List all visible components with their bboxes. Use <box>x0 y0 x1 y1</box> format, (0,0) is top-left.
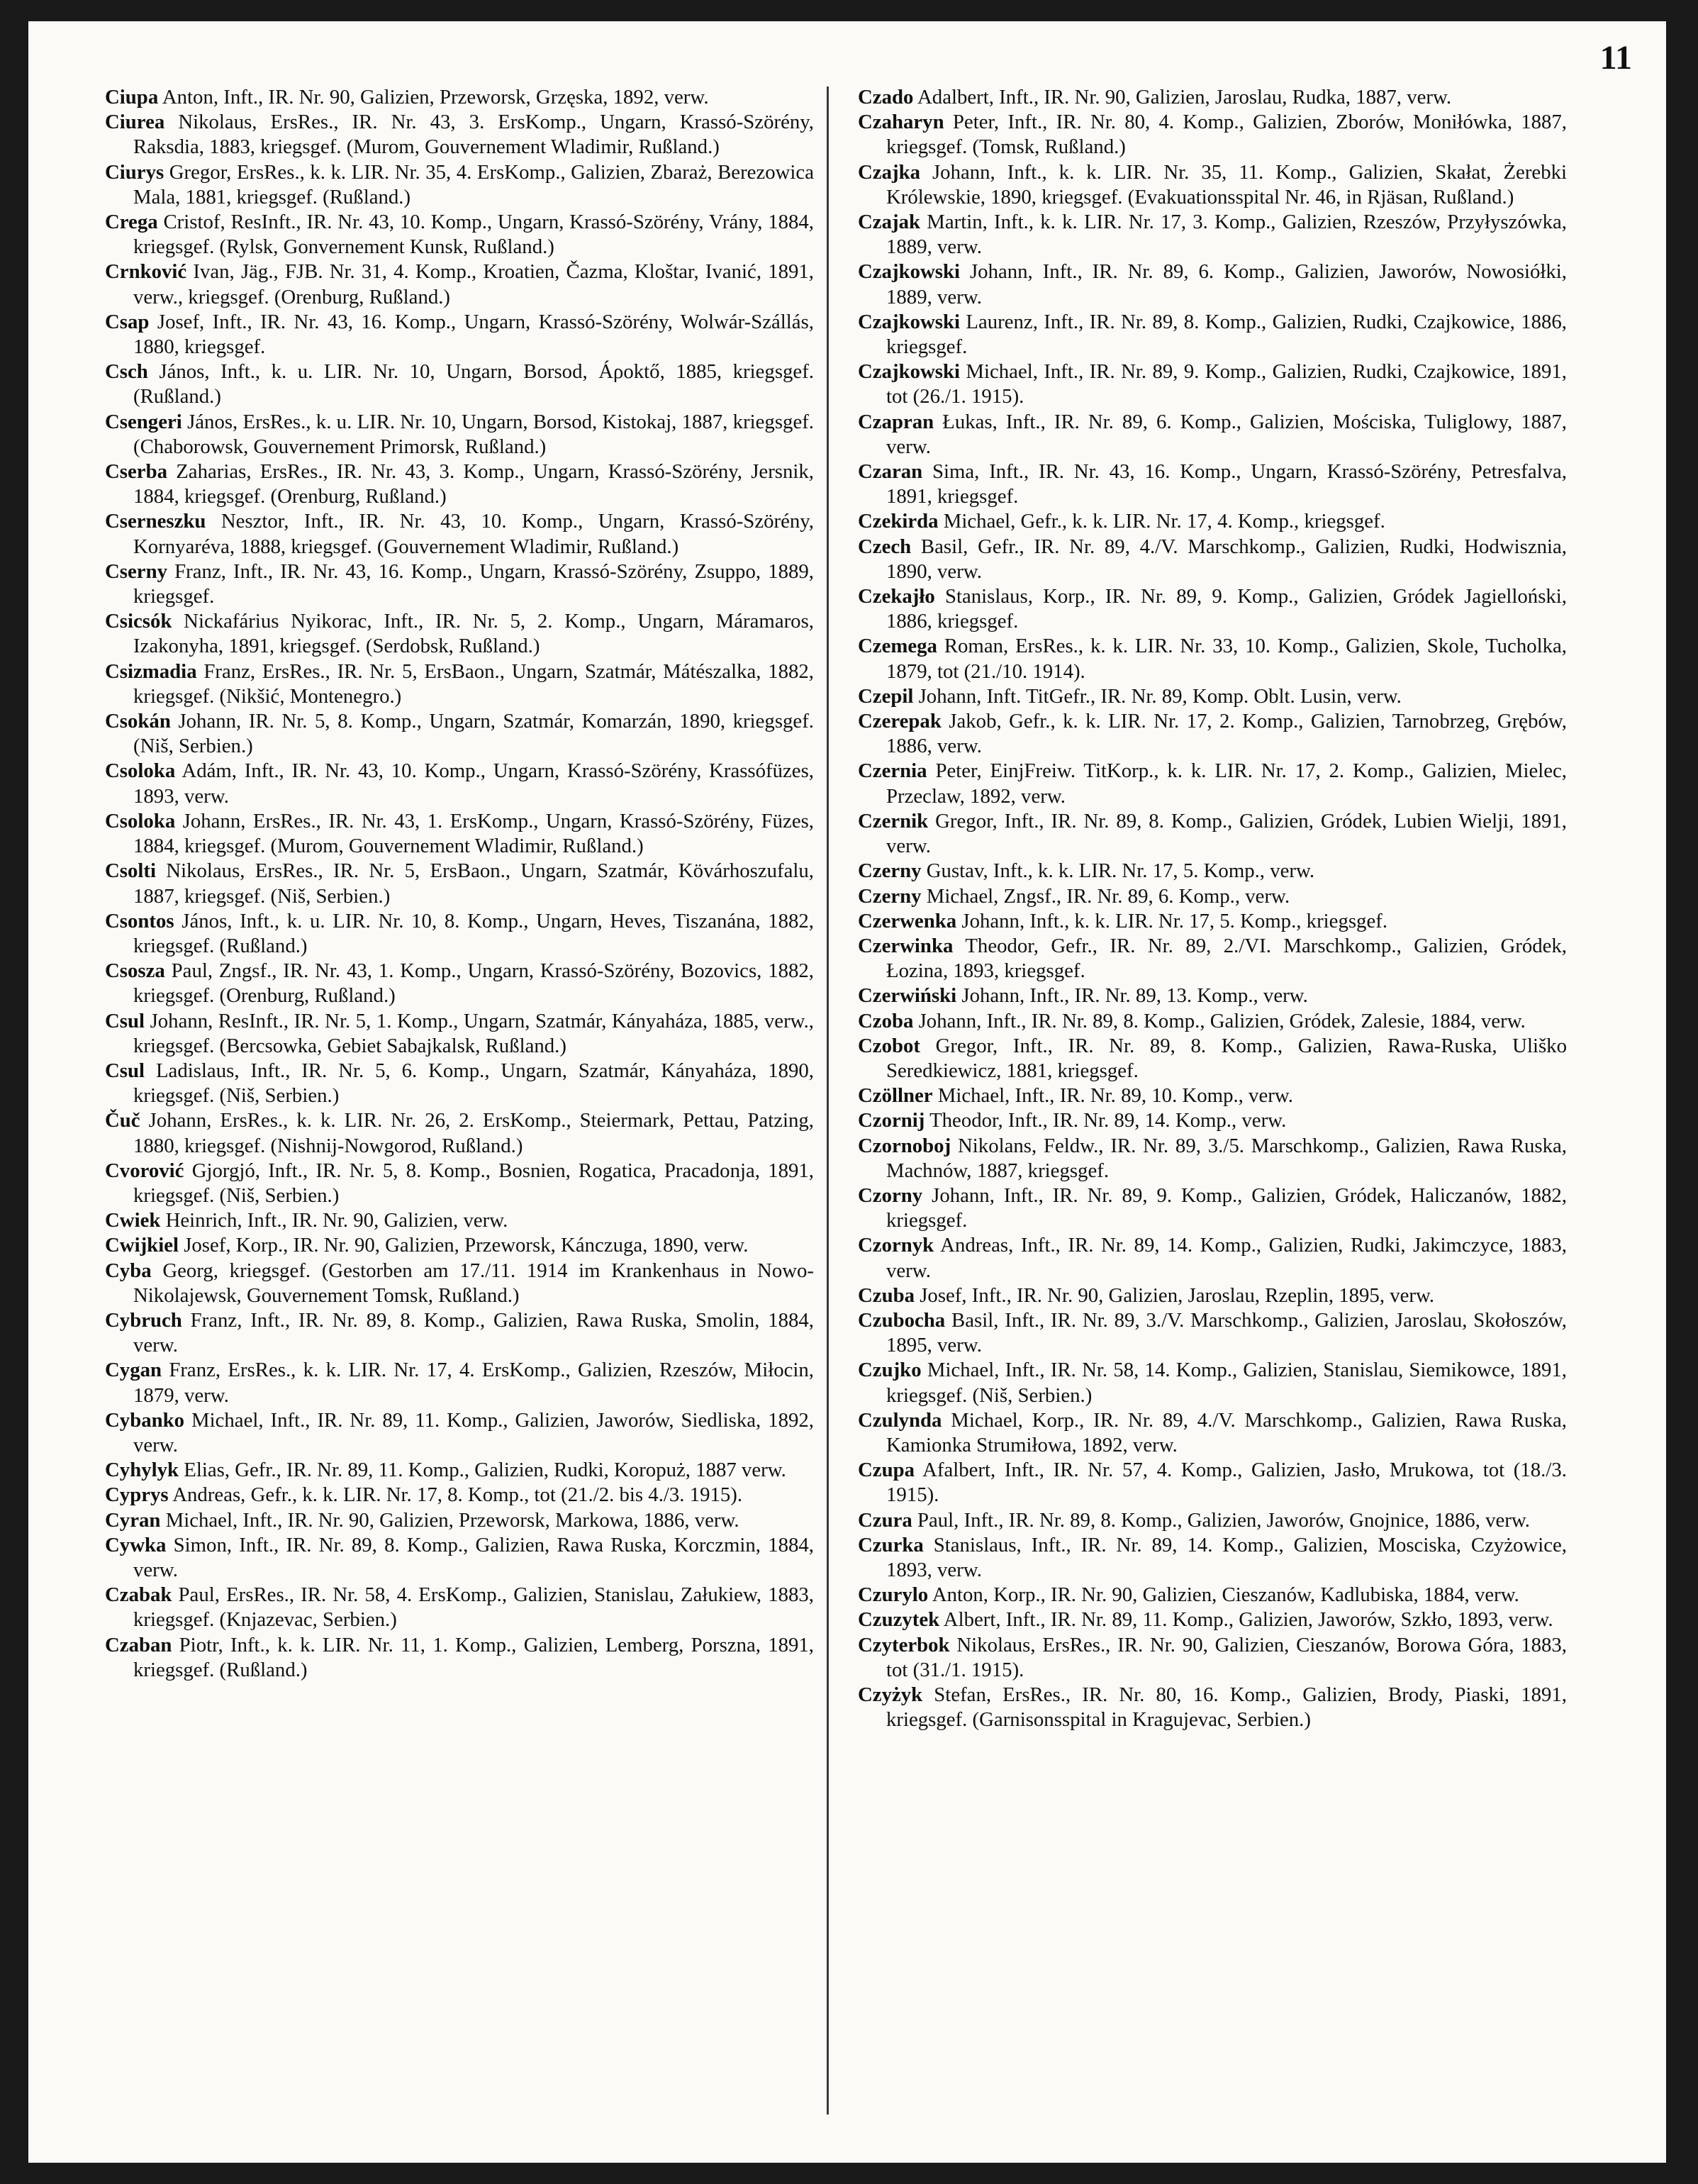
entry-surname: Czornyk <box>858 1234 934 1257</box>
entry-surname: Czulynda <box>858 1408 942 1432</box>
entry-details: Stanislaus, Korp., IR. Nr. 89, 9. Komp., Galizien, Gródek Jagielloński, 1886, kriegsgef. <box>886 585 1567 633</box>
entry-details: Gregor, Inft., IR. Nr. 89, 8. Komp., Galizien, Rawa-Ruska, Uliško Seredkiewicz, 1881, kriegsgef. <box>886 1034 1567 1082</box>
entry-surname: Cserneszku <box>105 510 206 533</box>
entry-surname: Cserba <box>105 460 167 484</box>
entry-details: Nikolaus, ErsRes., IR. Nr. 90, Galizien, Cieszanów, Borowa Góra, 1883, tot (31./1. 1915). <box>886 1633 1568 1681</box>
entry-details: Johann, Inft., IR. Nr. 89, 6. Komp., Galizien, Jaworów, Nowosiółki, 1889, verw. <box>886 260 1567 308</box>
entry-details: Stanislaus, Inft., IR. Nr. 89, 14. Komp., Galizien, Mosciska, Czyżowice, 1893, verw. <box>886 1533 1567 1581</box>
entry-surname: Czabak <box>105 1583 172 1607</box>
entry-details: Johann, IR. Nr. 5, 8. Komp., Ungarn, Szatmár, Komarzán, 1890, kriegsgef. (Niš, Serbien.) <box>133 710 815 758</box>
entry-details: Ladislaus, Inft., IR. Nr. 5, 6. Komp., Ungarn, Szatmár, Kányaháza, 1890, kriegsgef. (Niš, Serbien.) <box>133 1059 814 1108</box>
entry-details: Michael, Zngsf., IR. Nr. 89, 6. Komp., verw. <box>926 884 1290 908</box>
list-entry <box>858 1283 1567 1308</box>
list-entry <box>858 160 1567 210</box>
list-entry <box>105 1533 814 1583</box>
entry-surname: Czekajło <box>858 585 935 608</box>
entry-details: Theodor, Inft., IR. Nr. 89, 14. Komp., verw. <box>929 1109 1287 1132</box>
list-entry <box>105 509 814 559</box>
entry-surname: Czernia <box>858 759 927 783</box>
list-entry <box>858 684 1567 709</box>
entry-details: Peter, EinjFreiw. TitKorp., k. k. LIR. Nr. 17, 2. Komp., Galizien, Mielec, Przeclaw, 1892, verw. <box>886 759 1568 808</box>
entry-details: Michael, Inft., IR. Nr. 90, Galizien, Przeworsk, Markowa, 1886, verw. <box>165 1508 739 1532</box>
list-entry <box>858 1633 1567 1683</box>
entry-surname: Czornoboj <box>858 1134 951 1157</box>
entry-surname: Cyprys <box>105 1483 169 1507</box>
entry-surname: Csoloka <box>105 759 176 783</box>
entry-details: Afalbert, Inft., IR. Nr. 57, 4. Komp., Galizien, Jasło, Mrukowa, tot (18./3. 1915). <box>886 1459 1567 1507</box>
entry-surname: Czepil <box>858 684 914 708</box>
entry-surname: Czaran <box>858 460 923 484</box>
list-entry <box>105 1259 814 1308</box>
entry-surname: Czubocha <box>858 1308 946 1332</box>
entry-surname: Czurka <box>858 1533 924 1556</box>
list-entry <box>858 410 1567 459</box>
entry-surname: Czobot <box>858 1034 920 1057</box>
entry-surname: Czado <box>858 86 914 108</box>
list-entry <box>105 1633 814 1683</box>
entry-details: Franz, Inft., IR. Nr. 89, 8. Komp., Galizien, Rawa Ruska, Smolin, 1884, verw. <box>133 1308 814 1357</box>
entry-surname: Czoba <box>858 1009 914 1032</box>
entry-surname: Čuč <box>105 1109 140 1132</box>
entry-details: Johann, Inft., IR. Nr. 89, 9. Komp., Galizien, Gródek, Haliczanów, 1882, kriegsgef. <box>886 1183 1568 1232</box>
entry-details: Stefan, ErsRes., IR. Nr. 80, 16. Komp., Galizien, Brody, Piaski, 1891, kriegsgef. (Garnisonsspital in Kragujevac, Serbien.) <box>886 1683 1568 1732</box>
list-entry <box>858 934 1567 984</box>
entry-surname: Czyżyk <box>858 1683 923 1706</box>
list-entry <box>105 1308 814 1358</box>
list-entry <box>105 260 814 309</box>
entry-surname: Czorny <box>858 1183 923 1207</box>
entry-surname: Csch <box>105 360 148 384</box>
entry-details: Basil, Gefr., IR. Nr. 89, 4./V. Marschkomp., Galizien, Rudki, Hodwisznia, 1890, verw. <box>886 535 1567 583</box>
list-entry <box>858 1583 1567 1608</box>
entry-details: Paul, ErsRes., IR. Nr. 58, 4. ErsKomp., Galizien, Stanislau, Załukiew, 1883, kriegsgef. (Knjazevac, Serbien.) <box>133 1583 815 1632</box>
list-entry <box>105 909 814 959</box>
list-entry <box>105 410 814 459</box>
entry-details: Zaharias, ErsRes., IR. Nr. 43, 3. Komp., Ungarn, Krassó-Szörény, Jersnik, 1884, kriegsgef. (Orenburg, Rußland.) <box>133 460 814 508</box>
page-number: 11 <box>1599 39 1632 77</box>
entry-details: Roman, ErsRes., k. k. LIR. Nr. 33, 10. Komp., Galizien, Skole, Tucholka, 1879, tot (21./10. 1914). <box>886 635 1567 683</box>
entry-details: Michael, Inft., IR. Nr. 89, 9. Komp., Galizien, Rudki, Czajkowice, 1891, tot (26./1. 1915). <box>886 360 1567 408</box>
entry-surname: Czapran <box>858 410 934 433</box>
entry-surname: Czajkowski <box>858 260 960 284</box>
entry-details: Basil, Inft., IR. Nr. 89, 3./V. Marschkomp., Galizien, Jaroslau, Skołoszów, 1895, verw. <box>886 1308 1568 1357</box>
right-column <box>858 85 1567 1732</box>
list-entry <box>858 1358 1567 1408</box>
entry-details: Georg, kriegsgef. (Gestorben am 17./11. 1914 im Krankenhaus in Nowo-Nikolajewsk, Gouvernement Tomsk, Rußland.) <box>133 1259 814 1307</box>
list-entry <box>858 1233 1567 1283</box>
list-entry <box>858 809 1567 859</box>
entry-surname: Czyterbok <box>858 1633 950 1656</box>
list-entry <box>858 1533 1567 1583</box>
entry-surname: Czuzytek <box>858 1608 940 1632</box>
list-entry <box>105 1208 814 1233</box>
entry-details: Michael, Inft., IR. Nr. 89, 11. Komp., Galizien, Jaworów, Siedliska, 1892, verw. <box>133 1408 815 1456</box>
list-entry <box>858 1134 1567 1183</box>
list-entry <box>858 360 1567 409</box>
entry-surname: Cygan <box>105 1359 162 1382</box>
entry-details: Albert, Inft., IR. Nr. 89, 11. Komp., Galizien, Jaworów, Szkło, 1893, verw. <box>943 1608 1553 1632</box>
list-entry <box>858 509 1567 534</box>
entry-surname: Cybruch <box>105 1308 182 1332</box>
entry-surname: Cywka <box>105 1533 167 1556</box>
entry-details: János, Inft., k. u. LIR. Nr. 10, 8. Komp., Ungarn, Heves, Tiszanána, 1882, kriegsgef. (Rußland.) <box>133 909 814 957</box>
list-entry <box>858 984 1567 1008</box>
entry-surname: Czajak <box>858 211 920 234</box>
list-entry <box>105 1059 814 1108</box>
list-entry <box>105 1108 814 1158</box>
list-entry <box>105 859 814 908</box>
entry-details: János, ErsRes., k. u. LIR. Nr. 10, Ungarn, Borsod, Kistokaj, 1887, kriegsgef. (Chaborowsk, Gouvernement Primorsk, Rußland.) <box>133 410 815 458</box>
entry-details: Johann, ErsRes., IR. Nr. 43, 1. ErsKomp., Ungarn, Krassó-Szörény, Füzes, 1884, kriegsgef. (Murom, Gouvernement Wladimir, Rußland.) <box>133 809 815 858</box>
list-entry <box>858 1408 1567 1458</box>
entry-details: Gjorgjó, Inft., IR. Nr. 5, 8. Komp., Bosnien, Rogatica, Pracadonja, 1891, kriegsgef. (Niš, Serbien.) <box>133 1159 814 1207</box>
entry-surname: Csul <box>105 1059 145 1082</box>
list-entry <box>858 1683 1567 1732</box>
entry-surname: Ciupa <box>105 86 159 108</box>
column-divider <box>827 87 829 2115</box>
entry-details: Peter, Inft., IR. Nr. 80, 4. Komp., Galizien, Zborów, Moniłówka, 1887, kriegsgef. (Tomsk, Rußland.) <box>886 111 1567 159</box>
list-entry <box>105 659 814 709</box>
entry-details: Johann, Inft., k. k. LIR. Nr. 17, 5. Komp., kriegsgef. <box>961 909 1388 932</box>
list-entry <box>858 1034 1567 1083</box>
entry-surname: Csicsók <box>105 610 172 633</box>
entry-surname: Crega <box>105 211 158 234</box>
entry-surname: Cwijkiel <box>105 1234 179 1257</box>
entry-details: Adalbert, Inft., IR. Nr. 90, Galizien, Jaroslau, Rudka, 1887, verw. <box>917 86 1452 108</box>
entry-details: Michael, Inft., IR. Nr. 89, 10. Komp., verw. <box>937 1084 1293 1108</box>
entry-details: Johann, ErsRes., k. k. LIR. Nr. 26, 2. ErsKomp., Steiermark, Pettau, Patzing, 1880, kriegsgef. (Nishnij-Nowgorod, Rußland.) <box>133 1109 814 1157</box>
list-entry <box>105 360 814 409</box>
entry-details: Michael, Gefr., k. k. LIR. Nr. 17, 4. Komp., kriegsgef. <box>943 510 1385 533</box>
entry-details: Nesztor, Inft., IR. Nr. 43, 10. Komp., Ungarn, Krassó-Szörény, Kornyaréva, 1888, kriegsgef. (Gouvernement Wladimir, Rußland.) <box>133 510 815 558</box>
entry-details: Martin, Inft., k. k. LIR. Nr. 17, 3. Komp., Galizien, Rzeszów, Przyłyszówka, 1889, verw. <box>886 211 1567 259</box>
list-entry <box>105 709 814 759</box>
entry-surname: Cyhylyk <box>105 1459 179 1482</box>
entry-surname: Czajkowski <box>858 310 960 333</box>
entry-details: Franz, ErsRes., IR. Nr. 5, ErsBaon., Ungarn, Szatmár, Mátészalka, 1882, kriegsgef. (Nikšić, Montenegro.) <box>133 659 814 708</box>
entry-surname: Czerny <box>858 884 922 908</box>
list-entry <box>858 634 1567 684</box>
entry-details: Cristof, ResInft., IR. Nr. 43, 10. Komp., Ungarn, Krassó-Szörény, Vrány, 1884, kriegsgef. (Rylsk, Gonvernement Kunsk, Rußland.) <box>133 211 815 259</box>
entry-surname: Ciurea <box>105 111 165 134</box>
list-entry <box>105 160 814 210</box>
list-entry <box>105 559 814 609</box>
list-entry <box>105 110 814 160</box>
entry-surname: Cyran <box>105 1508 161 1532</box>
entry-surname: Csontos <box>105 909 174 932</box>
entry-details: Piotr, Inft., k. k. LIR. Nr. 11, 1. Komp., Galizien, Lemberg, Porszna, 1891, kriegsgef. (Rußland.) <box>133 1633 814 1681</box>
entry-details: Nickafárius Nyikorac, Inft., IR. Nr. 5, 2. Komp., Ungarn, Máramaros, Izakonyha, 1891, kriegsgef. (Serdobsk, Rußland.) <box>133 610 814 658</box>
entry-details: Johann, Inft., IR. Nr. 89, 8. Komp., Galizien, Gródek, Zalesie, 1884, verw. <box>918 1009 1526 1032</box>
entry-details: Gregor, ErsRes., k. k. LIR. Nr. 35, 4. ErsKomp., Galizien, Zbaraż, Berezowica Mala, 1881, kriegsgef. (Rußland.) <box>133 160 814 208</box>
entry-details: Sima, Inft., IR. Nr. 43, 16. Komp., Ungarn, Krassó-Szörény, Petresfalva, 1891, kriegsgef. <box>886 460 1567 508</box>
entry-surname: Czemega <box>858 635 937 658</box>
list-entry <box>858 1508 1567 1533</box>
entry-surname: Csap <box>105 310 150 333</box>
entry-details: Josef, Inft., IR. Nr. 43, 16. Komp., Ungarn, Krassó-Szörény, Wolwár-Szállás, 1880, kriegsgef. <box>133 310 814 359</box>
list-entry <box>858 85 1567 110</box>
list-entry <box>858 1308 1567 1358</box>
entry-surname: Czerwiński <box>858 984 957 1008</box>
list-entry <box>858 859 1567 884</box>
list-entry <box>858 260 1567 309</box>
list-entry <box>858 1183 1567 1233</box>
list-entry <box>105 1408 814 1458</box>
list-entry <box>105 1508 814 1533</box>
list-entry <box>105 1159 814 1208</box>
list-entry <box>858 535 1567 584</box>
list-entry <box>858 210 1567 260</box>
list-entry <box>858 1009 1567 1034</box>
entry-details: Johann, ResInft., IR. Nr. 5, 1. Komp., Ungarn, Szatmár, Kányaháza, 1885, verw., kriegsgef. (Bercsowka, Gebiet Sabajkalsk, Rußland.) <box>133 1009 814 1057</box>
document-page <box>28 21 1666 2163</box>
entry-surname: Czerny <box>858 859 922 883</box>
entry-surname: Csoloka <box>105 809 176 832</box>
entry-details: Josef, Korp., IR. Nr. 90, Galizien, Przeworsk, Kánczuga, 1890, verw. <box>184 1234 749 1257</box>
entry-details: Michael, Inft., IR. Nr. 58, 14. Komp., Galizien, Stanislau, Siemikowce, 1891, kriegsgef. (Niš, Serbien.) <box>886 1359 1568 1407</box>
list-entry <box>105 1009 814 1059</box>
list-entry <box>105 85 814 110</box>
entry-surname: Csul <box>105 1009 145 1032</box>
entry-surname: Crnković <box>105 260 187 284</box>
entry-surname: Czujko <box>858 1359 922 1382</box>
entry-details: Paul, Zngsf., IR. Nr. 43, 1. Komp., Ungarn, Krassó-Szörény, Bozovics, 1882, kriegsgef. (Orenburg, Rußland.) <box>133 959 814 1008</box>
entry-details: Michael, Korp., IR. Nr. 89, 4./V. Marschkomp., Galizien, Rawa Ruska, Kamionka Strumiłowa, 1892, verw. <box>886 1408 1567 1456</box>
entry-details: Gregor, Inft., IR. Nr. 89, 8. Komp., Galizien, Gródek, Lubien Wielji, 1891, verw. <box>886 809 1567 858</box>
entry-details: Paul, Inft., IR. Nr. 89, 8. Komp., Galizien, Jaworów, Gnojnice, 1886, verw. <box>917 1508 1531 1532</box>
list-entry <box>858 1608 1567 1632</box>
entry-surname: Czura <box>858 1508 912 1532</box>
entry-details: Johann, Inft. TitGefr., IR. Nr. 89, Komp. Oblt. Lusin, verw. <box>918 684 1402 708</box>
entry-surname: Czech <box>858 535 912 558</box>
entry-surname: Czuba <box>858 1283 915 1307</box>
list-entry <box>858 110 1567 160</box>
entry-surname: Ciurys <box>105 160 164 184</box>
entry-surname: Czurylo <box>858 1583 929 1607</box>
list-entry <box>858 1083 1567 1108</box>
list-entry <box>105 459 814 509</box>
entry-details: Andreas, Inft., IR. Nr. 89, 14. Komp., Galizien, Rudki, Jakimczyce, 1883, verw. <box>886 1234 1567 1282</box>
entry-details: Nikolaus, ErsRes., IR. Nr. 5, ErsBaon., Ungarn, Szatmár, Kövárhoszufalu, 1887, kriegsgef. (Niš, Serbien.) <box>133 859 814 908</box>
list-entry <box>105 1233 814 1258</box>
entry-details: Nikolans, Feldw., IR. Nr. 89, 3./5. Marschkomp., Galizien, Rawa Ruska, Machnów, 1887, kriegsgef. <box>886 1134 1568 1182</box>
list-entry <box>858 1108 1567 1133</box>
entry-surname: Csengeri <box>105 410 182 433</box>
list-entry <box>105 310 814 360</box>
entry-details: Franz, ErsRes., k. k. LIR. Nr. 17, 4. ErsKomp., Galizien, Rzeszów, Miłocin, 1879, verw. <box>133 1359 814 1407</box>
entry-details: Simon, Inft., IR. Nr. 89, 8. Komp., Galizien, Rawa Ruska, Korczmin, 1884, verw. <box>133 1533 814 1581</box>
entry-surname: Czekirda <box>858 510 939 533</box>
list-entry <box>858 759 1567 808</box>
entry-details: Johann, Inft., IR. Nr. 89, 13. Komp., verw. <box>961 984 1308 1008</box>
list-entry <box>105 759 814 808</box>
entry-surname: Czupa <box>858 1459 915 1482</box>
entry-surname: Czernik <box>858 809 929 832</box>
list-entry <box>858 459 1567 509</box>
list-entry <box>858 1458 1567 1508</box>
entry-details: Anton, Inft., IR. Nr. 90, Galizien, Przeworsk, Grzęska, 1892, verw. <box>162 86 709 108</box>
entry-details: Andreas, Gefr., k. k. LIR. Nr. 17, 8. Komp., tot (21./2. bis 4./3. 1915). <box>172 1483 743 1507</box>
entry-details: Franz, Inft., IR. Nr. 43, 16. Komp., Ungarn, Krassó-Szörény, Zsuppo, 1889, kriegsgef. <box>133 559 814 608</box>
entry-details: Gustav, Inft., k. k. LIR. Nr. 17, 5. Komp., verw. <box>926 859 1315 883</box>
entry-details: János, Inft., k. u. LIR. Nr. 10, Ungarn, Borsod, Áροktő, 1885, kriegsgef. (Rußland.) <box>133 360 815 408</box>
list-entry <box>105 959 814 1008</box>
entry-surname: Czerwenka <box>858 909 957 932</box>
list-entry <box>105 609 814 659</box>
list-entry <box>105 210 814 260</box>
entry-surname: Czajka <box>858 160 920 184</box>
list-entry <box>105 1583 814 1632</box>
list-entry <box>858 584 1567 634</box>
entry-surname: Cybanko <box>105 1408 185 1432</box>
list-entry <box>858 884 1567 909</box>
entry-surname: Czajkowski <box>858 360 960 384</box>
entry-details: Nikolaus, ErsRes., IR. Nr. 43, 3. ErsKomp., Ungarn, Krassó-Szörény, Raksdia, 1883, kriegsgef. (Murom, Gouvernement Wladimir, Rußland.) <box>133 111 814 159</box>
entry-details: Heinrich, Inft., IR. Nr. 90, Galizien, verw. <box>165 1209 508 1232</box>
entry-details: Laurenz, Inft., IR. Nr. 89, 8. Komp., Galizien, Rudki, Czajkowice, 1886, kriegsgef. <box>886 310 1567 359</box>
entry-surname: Csosza <box>105 959 165 983</box>
entry-surname: Cwiek <box>105 1209 161 1232</box>
entry-surname: Czerwinka <box>858 934 954 957</box>
list-entry <box>105 1458 814 1483</box>
entry-details: Adám, Inft., IR. Nr. 43, 10. Komp., Ungarn, Krassó-Szörény, Krassófüzes, 1893, verw. <box>133 759 814 808</box>
list-entry <box>105 1483 814 1508</box>
entry-surname: Cyba <box>105 1259 152 1282</box>
list-entry <box>858 310 1567 360</box>
entry-surname: Czaharyn <box>858 111 944 134</box>
entry-surname: Csokán <box>105 710 171 733</box>
entry-details: Anton, Korp., IR. Nr. 90, Galizien, Cieszanów, Kadlubiska, 1884, verw. <box>932 1583 1519 1607</box>
list-entry <box>105 809 814 859</box>
list-entry <box>858 909 1567 934</box>
entry-surname: Csizmadia <box>105 659 197 683</box>
entry-details: Theodor, Gefr., IR. Nr. 89, 2./VI. Marschkomp., Galizien, Gródek, Łozina, 1893, kriegsgef. <box>886 934 1568 983</box>
list-entry <box>105 1358 814 1408</box>
entry-surname: Cvorović <box>105 1159 184 1182</box>
entry-surname: Csolti <box>105 859 156 883</box>
entry-surname: Czerepak <box>858 710 942 733</box>
entry-details: Elias, Gefr., IR. Nr. 89, 11. Komp., Galizien, Rudki, Koropuż, 1887 verw. <box>184 1459 786 1482</box>
entry-surname: Czaban <box>105 1633 172 1656</box>
entry-details: Łukas, Inft., IR. Nr. 89, 6. Komp., Galizien, Mościska, Tuliglowy, 1887, verw. <box>886 410 1567 458</box>
entry-details: Johann, Inft., k. k. LIR. Nr. 35, 11. Komp., Galizien, Skałat, Żerebki Królewskie, 1890, kriegsgef. (Evakuationsspital Nr. 46, in Rjäsan, Rußland.) <box>886 160 1568 208</box>
entry-details: Josef, Inft., IR. Nr. 90, Galizien, Jaroslau, Rzeplin, 1895, verw. <box>920 1283 1435 1307</box>
entry-surname: Cserny <box>105 559 167 583</box>
list-entry <box>858 709 1567 759</box>
entry-details: Ivan, Jäg., FJB. Nr. 31, 4. Komp., Kroatien, Čazma, Kloštar, Ivanić, 1891, verw., kriegsgef. (Orenburg, Rußland.) <box>133 260 815 308</box>
entry-surname: Czornij <box>858 1109 925 1132</box>
entry-surname: Czöllner <box>858 1084 933 1108</box>
left-column <box>105 85 814 1683</box>
entry-details: Jakob, Gefr., k. k. LIR. Nr. 17, 2. Komp., Galizien, Tarnobrzeg, Grębów, 1886, verw. <box>886 710 1567 758</box>
